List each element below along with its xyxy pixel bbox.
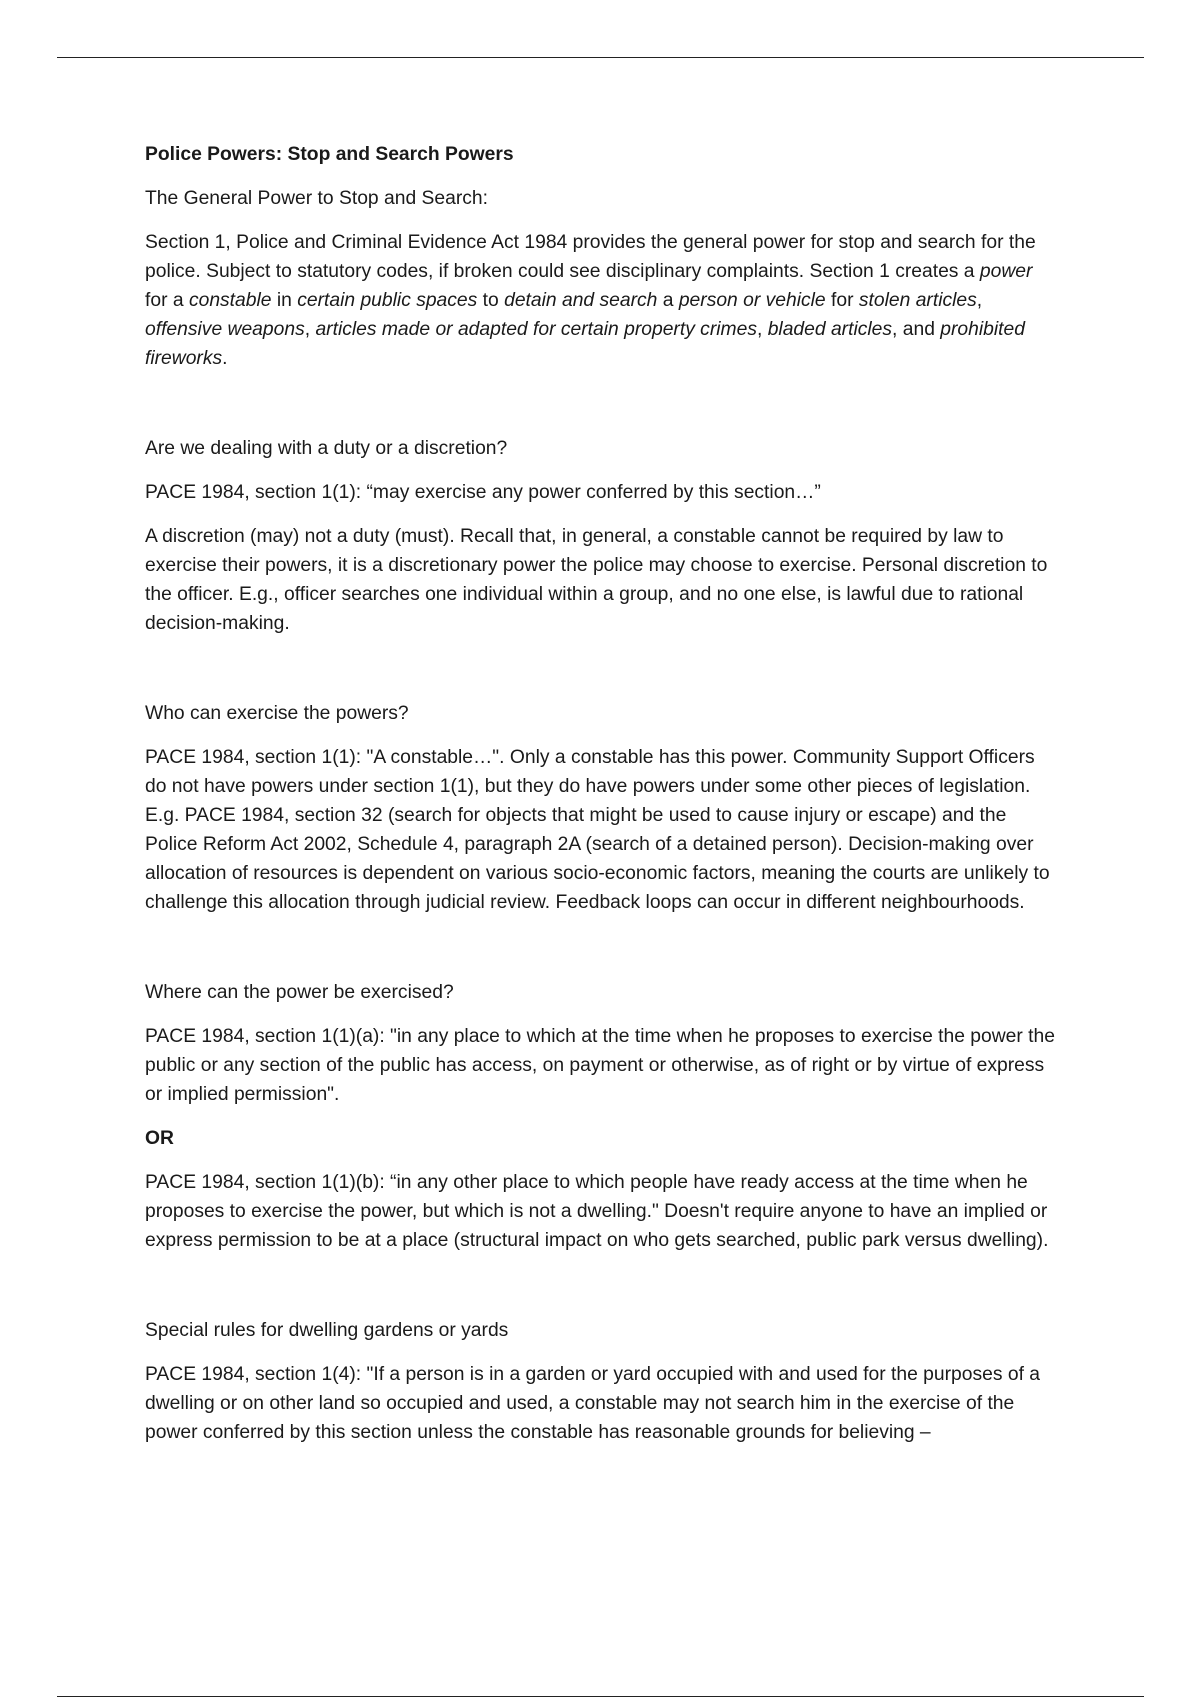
- emphasis-text: bladed articles: [767, 319, 893, 340]
- paragraph-where-a: PACE 1984, section 1(1)(a): "in any place to which at the time when he proposes to exercise the power the public or any section of the public has access, on payment or otherwise, as of right or by virtue of express or implied permission".: [145, 1026, 1055, 1105]
- emphasis-text: prohibited fireworks: [145, 319, 1025, 369]
- emphasis-text: constable: [188, 290, 272, 311]
- emphasis-text: detain and search: [504, 290, 658, 311]
- paragraph-text: for: [825, 290, 859, 311]
- footer-rule: [57, 1696, 1144, 1697]
- emphasis-text: certain public spaces: [297, 290, 478, 311]
- paragraph-gardens-body: PACE 1984, section 1(4): "If a person is in a garden or yard occupied with and used for the purposes of a dwelling or on other land so occupied and used, a constable may not search him in the exercise of the power conferred by this section unless the constable has reasonable grounds for believing –: [145, 1364, 1041, 1443]
- paragraph-text: ,: [976, 290, 983, 311]
- emphasis-text: power: [979, 261, 1033, 282]
- section-heading-gardens: Special rules for dwelling gardens or yards: [145, 1320, 509, 1341]
- paragraph-text: Section 1, Police and Criminal Evidence Act 1984 provides the general power for stop and search for the police. Subject to statutory codes, if broken could see disciplinary complaints. Section 1 creates a: [145, 232, 1036, 282]
- paragraph-duty-body: A discretion (may) not a duty (must). Recall that, in general, a constable cannot be required by law to exercise their powers, it is a discretionary power the police may choose to exercise. Personal discretion to the officer. E.g., officer searches one individual within a group, and no one else, is lawful due to rational decision-making.: [145, 526, 1048, 634]
- emphasis-text: offensive weapons: [145, 319, 305, 340]
- emphasis-text: stolen articles: [858, 290, 977, 311]
- paragraph-text: for a: [145, 290, 189, 311]
- paragraph-text: .: [222, 348, 228, 369]
- emphasis-text: person or vehicle: [678, 290, 826, 311]
- paragraph-duty-quote: PACE 1984, section 1(1): “may exercise any power conferred by this section…”: [145, 482, 821, 503]
- section-spacer: [145, 932, 1055, 978]
- document-title: Police Powers: Stop and Search Powers: [145, 144, 514, 165]
- or-label: OR: [145, 1128, 174, 1149]
- section-heading-who: Who can exercise the powers?: [145, 703, 409, 724]
- paragraph-text: a: [657, 290, 679, 311]
- emphasis-text: articles made or adapted for certain property crimes: [315, 319, 757, 340]
- paragraph-who-body: PACE 1984, section 1(1): "A constable…". Only a constable has this power. Community Support Officers do not have powers under section 1(1), but they do have powers under some other pieces of legislation. E.g. PACE 1984, section 32 (search for objects that might be used to cause injury or escape) and the Police Reform Act 2002, Schedule 4, paragraph 2A (search of a detained person). Decision-making over allocation of resources is dependent on various socio-economic factors, meaning the courts are unlikely to challenge this allocation through judicial review. Feedback loops can occur in different neighbourhoods.: [145, 747, 1050, 913]
- paragraph-text: , and: [892, 319, 941, 340]
- paragraph-text: ,: [304, 319, 316, 340]
- section-spacer: [145, 388, 1055, 434]
- document-body: [145, 140, 1055, 1462]
- section-spacer: [145, 653, 1055, 699]
- header-rule: [57, 57, 1144, 58]
- paragraph-text: in: [271, 290, 298, 311]
- section-heading-general: The General Power to Stop and Search:: [145, 188, 488, 209]
- section-heading-duty: Are we dealing with a duty or a discretion?: [145, 438, 508, 459]
- paragraph-text: to: [477, 290, 505, 311]
- section-spacer: [145, 1270, 1055, 1316]
- paragraph-text: ,: [756, 319, 768, 340]
- paragraph-where-b: PACE 1984, section 1(1)(b): “in any other place to which people have ready access at the time when he proposes to exercise the power, but which is not a dwelling." Doesn't require anyone to have an implied or express permission to be at a place (structural impact on who gets searched, public park versus dwelling).: [145, 1172, 1049, 1251]
- section-heading-where: Where can the power be exercised?: [145, 982, 454, 1003]
- paragraph-general-power: [145, 228, 1055, 373]
